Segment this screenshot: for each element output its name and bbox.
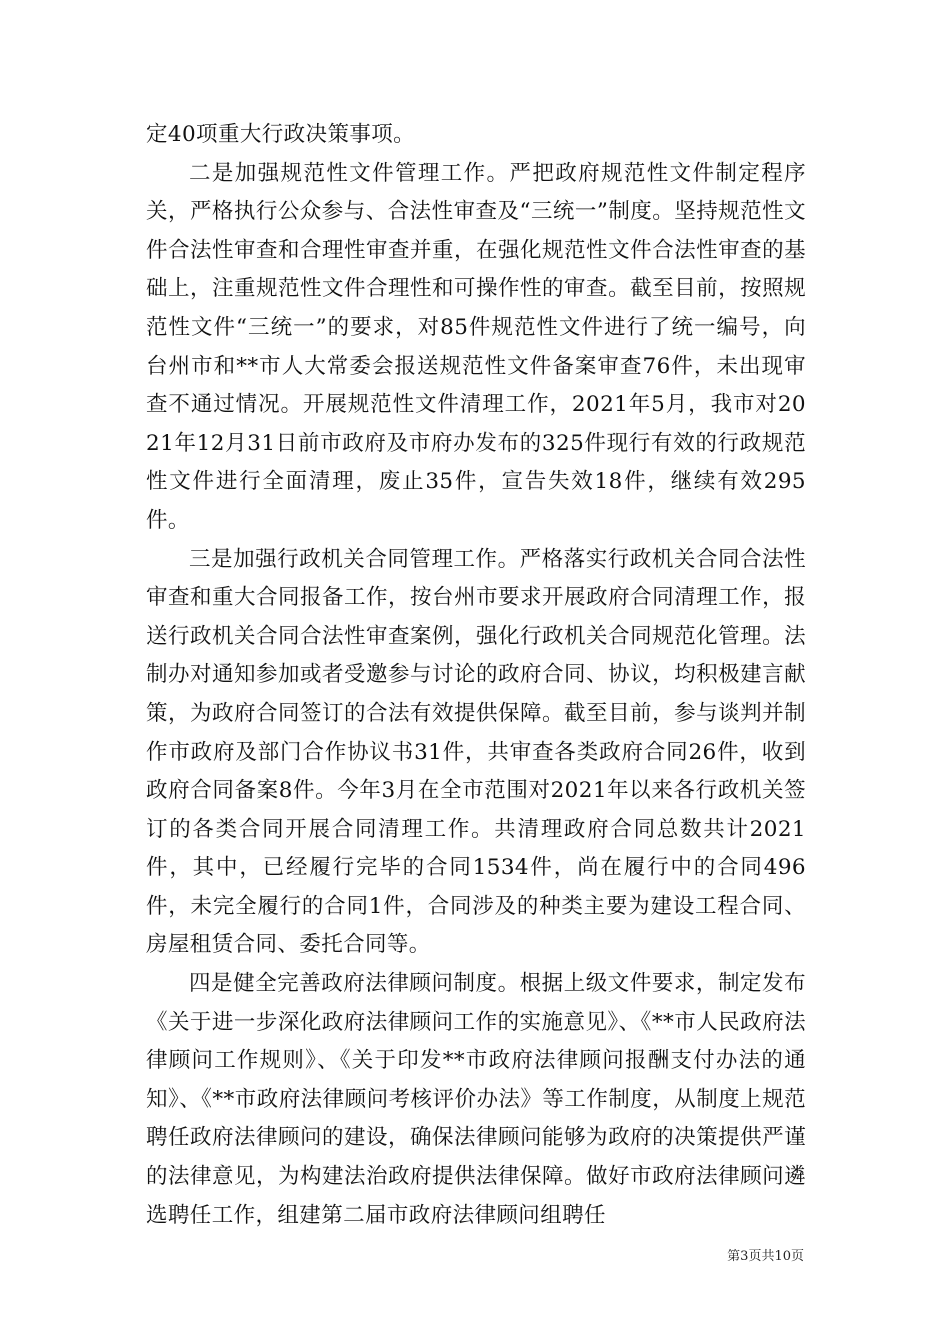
paragraph-normative-documents: 二是加强规范性文件管理工作。严把政府规范性文件制定程序关，严格执行公众参与、合法性审查及“三统一”制度。坚持规范性文件合法性审查和合理性审查并重，在强化规范性文件合法性审查的基础上，注重规范性文件合理性和可操作性的审查。截至目前，按照规范性文件“三统一”的要求，对85件规范性文件进行了统一编号，向台州市和**市人大常委会报送规范性文件备案审查76件，未出现审查不通过情况。开展规范性文件清理工作，2021年5月，我市对2021年12月31日前市政府及市府办发布的325件现行有效的行政规范性文件进行全面清理，废止35件，宣告失效18件，继续有效295件。 — [146, 160, 806, 533]
paragraph-legal-advisor: 四是健全完善政府法律顾问制度。根据上级文件要求，制定发布《关于进一步深化政府法律顾问工作的实施意见》、《**市人民政府法律顾问工作规则》、《关于印发**市政府法律顾问报酬支付办法的通知》、《**市政府法律顾问考核评价办法》等工作制度，从制度上规范聘任政府法律顾问的建设，确保法律顾问能够为政府的决策提供严谨的法律意见，为构建法治政府提供法律保障。做好市政府法律顾问遴选聘任工作，组建第二届市政府法律顾问组聘任 — [146, 971, 806, 1228]
page-number: 第3页共10页 — [727, 1249, 804, 1264]
paragraph-contract-management: 三是加强行政机关合同管理工作。严格落实行政机关合同合法性审查和重大合同报备工作，按台州市要求开展政府合同清理工作，报送行政机关合同合法性审查案例，强化行政机关合同规范化管理。法制办对通知参加或者受邀参与讨论的政府合同、协议，均积极建言献策，为政府合同签订的合法有效提供保障。截至目前，参与谈判并制作市政府及部门合作协议书31件，共审查各类政府合同26件，收到政府合同备案8件。今年3月在全市范围对2021年以来各行政机关签订的各类合同开展合同清理工作。共清理政府合同总数共计2021件，其中，已经履行完毕的合同1534件，尚在履行中的合同496件，未完全履行的合同1件，合同涉及的种类主要为建设工程合同、房屋租赁合同、委托合同等。 — [146, 546, 806, 958]
document-body — [146, 116, 806, 1235]
paragraph-continuation: 定40项重大行政决策事项。 — [146, 122, 416, 147]
